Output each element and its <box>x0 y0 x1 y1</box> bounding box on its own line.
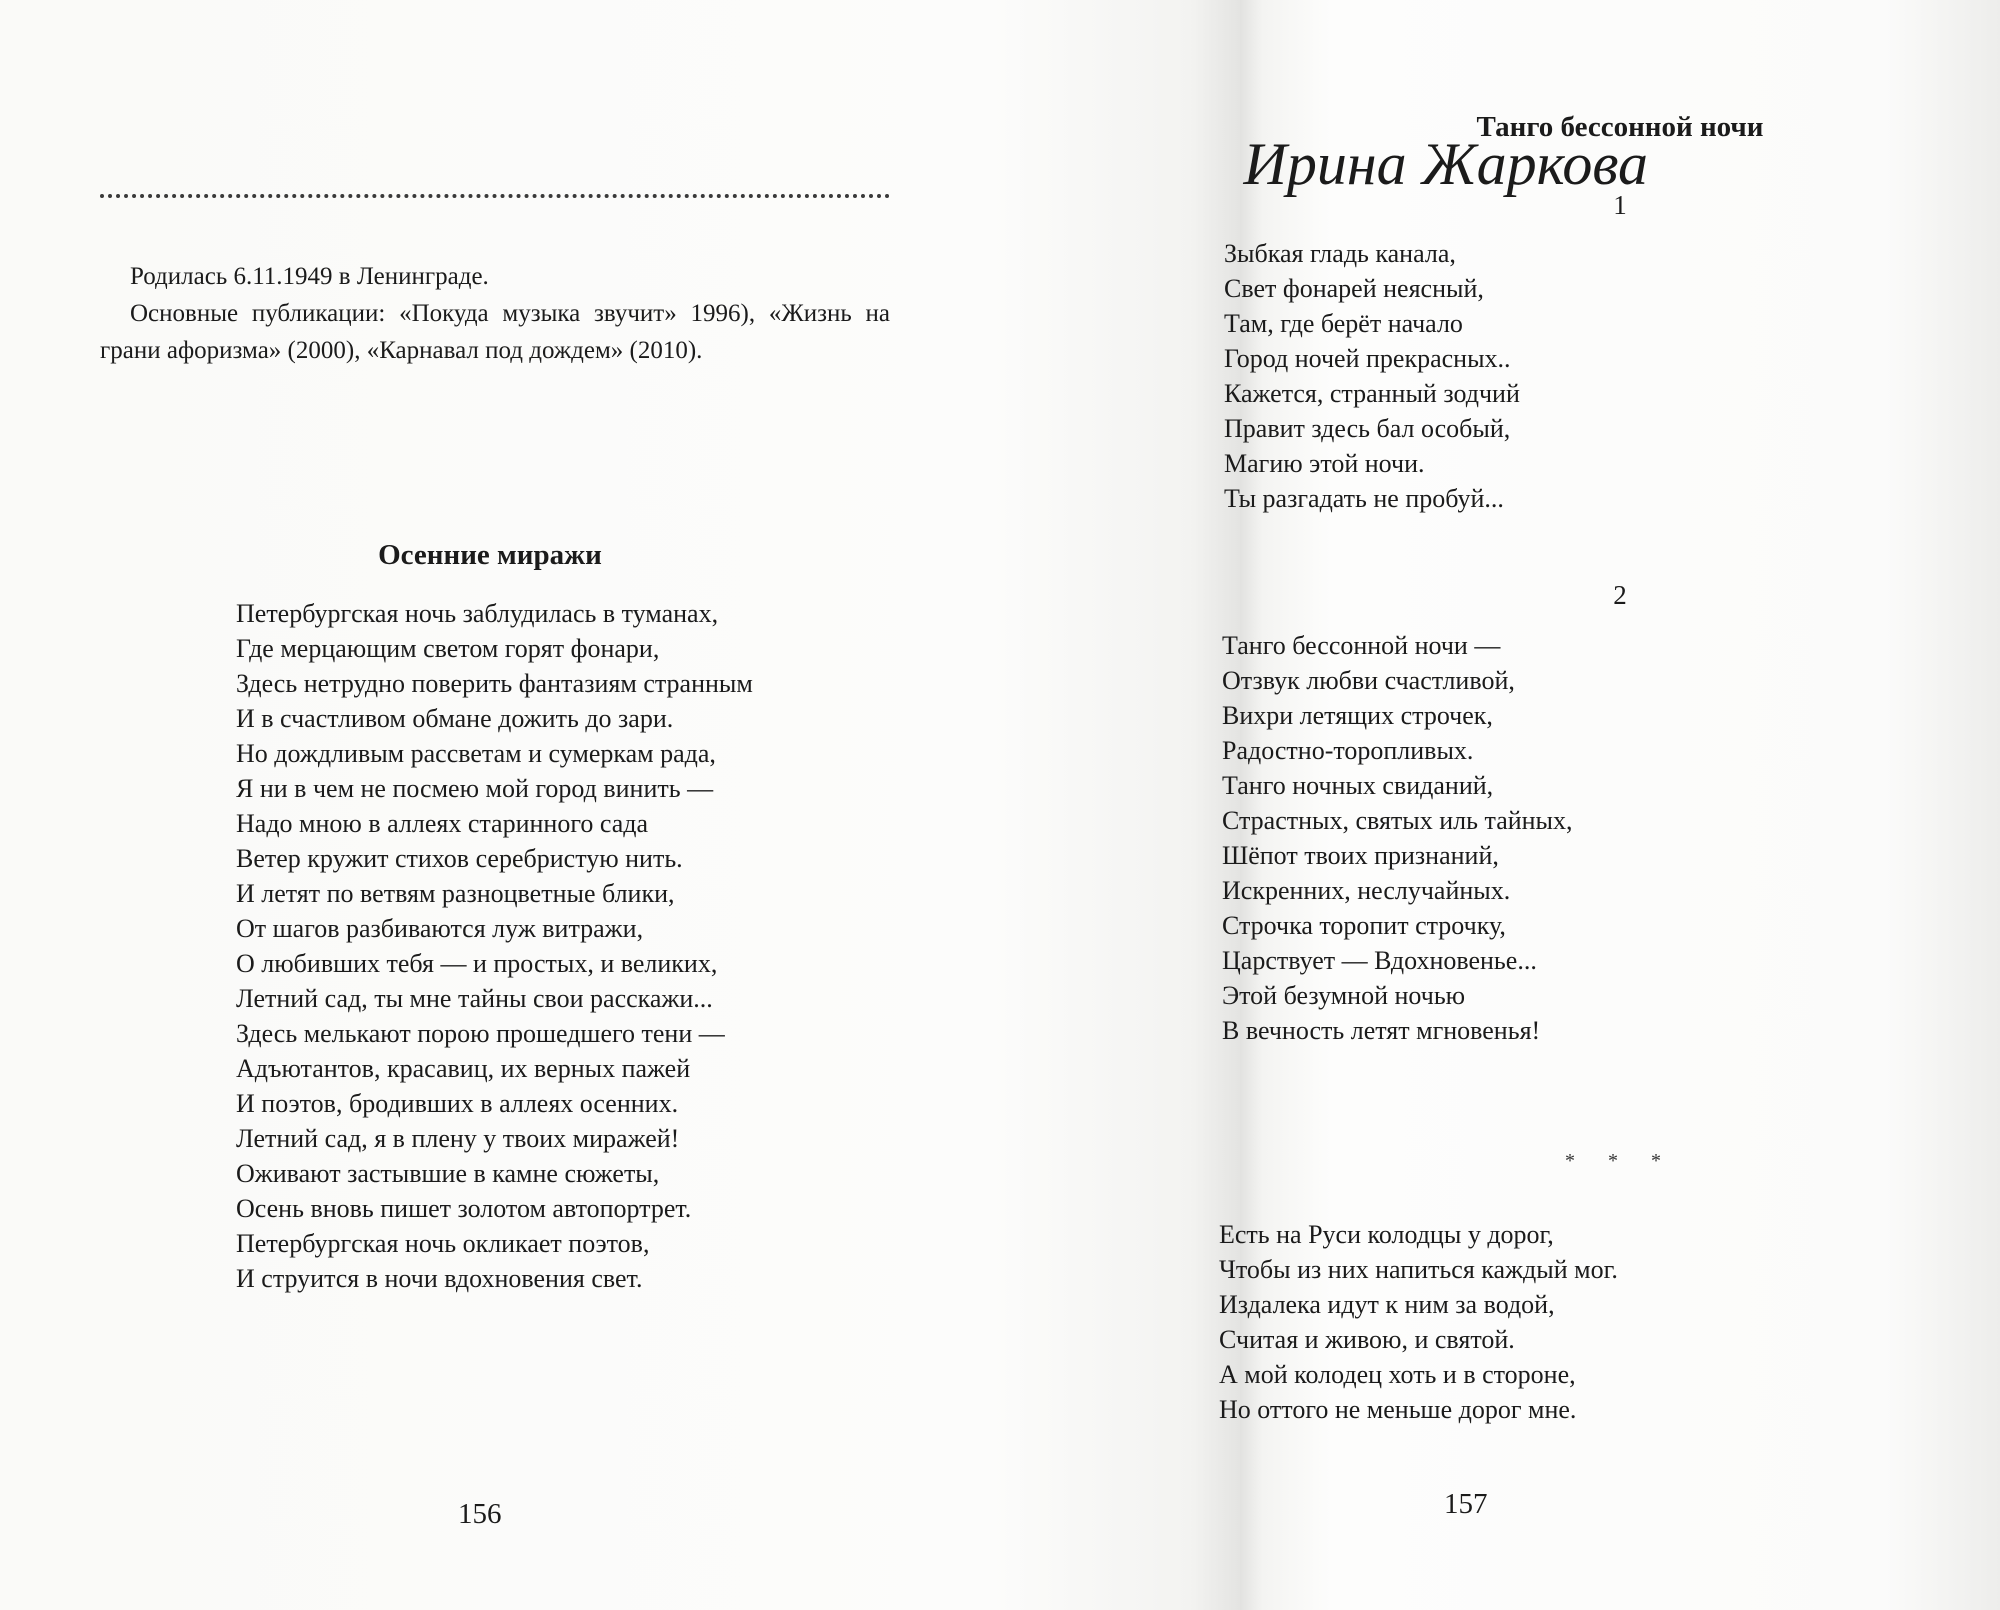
verse-line: И в счастливом обмане дожить до зари. <box>236 704 674 733</box>
verse-line: Страстных, святых иль тайных, <box>1222 806 1573 835</box>
tango-part-1 <box>1224 236 1520 516</box>
part-number-2: 2 <box>1613 580 1627 610</box>
verse-line: От шагов разбиваются луж витражи, <box>236 914 644 943</box>
verse-line: Чтобы из них напиться каждый мог. <box>1219 1255 1618 1284</box>
section-separator: * * * <box>1565 1150 1675 1172</box>
verse-line: Но оттого не меньше дорог мне. <box>1219 1395 1577 1424</box>
tango-part-2 <box>1222 628 1573 1048</box>
verse-line: В вечность летят мгновенья! <box>1222 1016 1541 1045</box>
verse-line: Петербургская ночь окликает поэтов, <box>236 1229 650 1258</box>
verse-line: Там, где берёт начало <box>1224 309 1463 338</box>
poem-title-tango: Танго бессонной ночи <box>1476 111 1764 143</box>
verse-line: Радостно-торопливых. <box>1222 736 1474 765</box>
bio-publications: Основные публикации: «Покуда музыка звучит» 1996), «Жизнь на грани афоризма» (2000), «Карнавал под дождем» (2010). <box>100 300 890 364</box>
verse-line: О любивших тебя — и простых, и великих, <box>236 949 718 978</box>
verse-line: Город ночей прекрасных.. <box>1224 344 1511 373</box>
verse-line: Шёпот твоих признаний, <box>1222 841 1499 870</box>
poem-wells <box>1219 1217 1618 1427</box>
verse-line: Кажется, странный зодчий <box>1224 379 1520 408</box>
verse-line: Здесь мелькают порою прошедшего тени — <box>236 1019 725 1048</box>
verse-line: Здесь нетрудно поверить фантазиям странным <box>236 669 753 698</box>
verse-line: Надо мною в аллеях старинного сада <box>236 809 649 838</box>
verse-line: Ветер кружит стихов серебристую нить. <box>236 844 683 873</box>
verse-line: Танго ночных свиданий, <box>1222 771 1494 800</box>
bio-birth: Родилась 6.11.1949 в Ленинграде. <box>130 263 489 290</box>
poem-autumn-mirages <box>236 596 753 1296</box>
verse-line: Петербургская ночь заблудилась в туманах, <box>236 599 719 628</box>
author-name: Ирина Жаркова <box>1243 131 1648 197</box>
verse-line: Вихри летящих строчек, <box>1222 701 1493 730</box>
verse-line: Этой безумной ночью <box>1222 981 1466 1010</box>
author-bio <box>100 258 890 369</box>
verse-line: Зыбкая гладь канала, <box>1224 239 1456 268</box>
verse-line: Свет фонарей неясный, <box>1224 274 1484 303</box>
verse-line: Царствует — Вдохновенье... <box>1222 946 1537 975</box>
verse-line: Есть на Руси колодцы у дорог, <box>1219 1220 1554 1249</box>
poem-title-autumn-mirages: Осенние миражи <box>378 539 602 571</box>
verse-line: И струится в ночи вдохновения свет. <box>236 1264 643 1293</box>
verse-line: Танго бессонной ночи — <box>1222 631 1501 660</box>
verse-line: Строчка торопит строчку, <box>1222 911 1506 940</box>
verse-line: Летний сад, я в плену у твоих миражей! <box>236 1124 680 1153</box>
dotted-rule <box>100 194 890 198</box>
page-number-right: 157 <box>1444 1488 1488 1520</box>
verse-line: Отзвук любви счастливой, <box>1222 666 1515 695</box>
part-number-1: 1 <box>1613 190 1627 220</box>
verse-line: Осень вновь пишет золотом автопортрет. <box>236 1194 692 1223</box>
verse-line: Но дождливым рассветам и сумеркам рада, <box>236 739 716 768</box>
verse-line: И поэтов, бродивших в аллеях осенних. <box>236 1089 679 1118</box>
verse-line: Правит здесь бал особый, <box>1224 414 1511 443</box>
verse-line: Летний сад, ты мне тайны свои расскажи... <box>236 984 713 1013</box>
verse-line: Магию этой ночи. <box>1224 449 1425 478</box>
verse-line: Оживают застывшие в камне сюжеты, <box>236 1159 660 1188</box>
page-number-left: 156 <box>458 1498 502 1530</box>
verse-line: Считая и живою, и святой. <box>1219 1325 1515 1354</box>
verse-line: И летят по ветвям разноцветные блики, <box>236 879 675 908</box>
verse-line: Издалека идут к ним за водой, <box>1219 1290 1555 1319</box>
verse-line: Где мерцающим светом горят фонари, <box>236 634 660 663</box>
verse-line: Адъютантов, красавиц, их верных пажей <box>236 1054 691 1083</box>
verse-line: А мой колодец хоть и в стороне, <box>1219 1360 1576 1389</box>
verse-line: Искренних, неслучайных. <box>1222 876 1511 905</box>
verse-line: Ты разгадать не пробуй... <box>1224 484 1504 513</box>
verse-line: Я ни в чем не посмею мой город винить — <box>236 774 714 803</box>
